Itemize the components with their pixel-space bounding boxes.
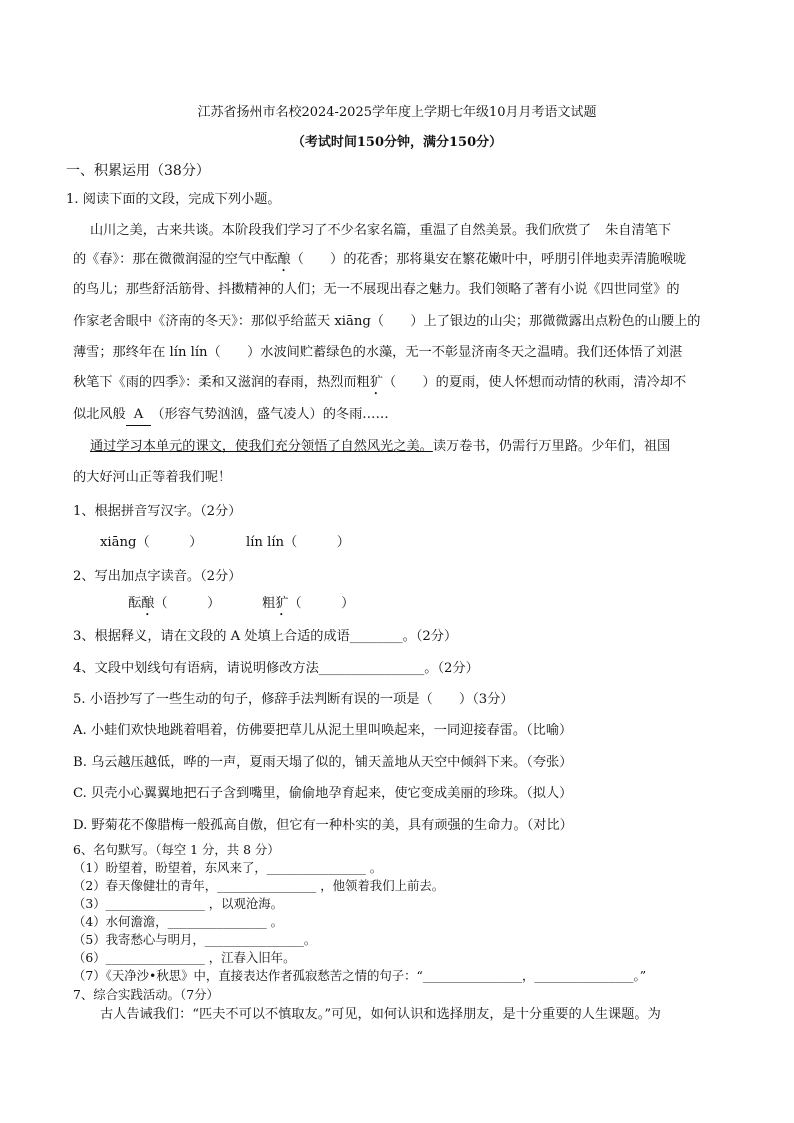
dotted-char: 犷 — [275, 596, 289, 611]
passage-text: 似北风般 — [73, 407, 126, 422]
passage-line-7 — [73, 405, 389, 426]
question-7-text: 古人告诫我们：“匹夫不可以不慎取友。”可见，如何认识和选择朋友，是十分重要的人生课题。为 — [100, 1007, 661, 1022]
question-7: 7、综合实践活动。（7分） — [73, 987, 219, 1002]
passage-line-1 — [90, 221, 671, 241]
option-c: C. 贝壳小心翼翼地把石子含到嘴里，偷偷地孕育起来，使它变成美丽的珍珠。（拟人） — [73, 786, 573, 801]
passage-text: 山川之美，古来共谈。本阶段我们学习了不少名家名篇，重温了自然美景。我们欣赏了 — [90, 223, 592, 238]
answer-paren: （ ） — [288, 596, 355, 611]
passage-blank — [591, 223, 605, 238]
recite-item-3: （3）________________ ，以观沧海。 — [73, 896, 284, 911]
recite-item-5: （5）我寄愁心与明月，________________。 — [73, 932, 317, 947]
sub-question-2: 2、写出加点字读音。（2分） — [73, 569, 242, 584]
reading-item-2 — [262, 594, 354, 619]
passage-line-8 — [90, 437, 670, 457]
exam-title: 江苏省扬州市名校2024-2025学年度上学期七年级10月月考语文试题 — [197, 105, 597, 120]
passage-line-3: 的鸟儿；那些舒活筋骨、抖擞精神的人们；无一不展现出春之魅力。我们领略了著有小说《四世同堂》的 — [73, 282, 680, 297]
pinyin-item-1: xiāng（ ） — [100, 535, 203, 550]
passage-text: （ ）的花香；那将巢安在繁花嫩叶中，呼朋引伴地卖弄清脆喉咙 — [290, 252, 687, 267]
passage-text: （形容气势汹汹，盛气凌人）的冬雨…… — [151, 407, 389, 422]
pinyin-item-2: lín lín（ ） — [246, 535, 350, 550]
passage-text: 读万卷书，仍需行万里路。少年们，祖国 — [432, 439, 671, 454]
answer-paren: （ ） — [154, 596, 221, 611]
passage-line-4: 作家老舍眼中《济南的冬天》：那似乎给蓝天 xiāng（ ）上了银边的山尖；那微微露出点粉色的山腰上的 — [73, 314, 701, 329]
sub-question-1: 1、根据拼音写汉字。（2分） — [73, 504, 242, 519]
dotted-char: 酿 — [141, 596, 155, 611]
reading-item-1 — [128, 594, 220, 619]
char: 粗 — [262, 596, 276, 611]
question-5: 5. 小语抄写了一些生动的句子，修辞手法判断有误的一项是（ ）（3分） — [73, 692, 514, 707]
passage-line-2 — [73, 250, 686, 275]
passage-text: 秋笔下《雨的四季》：柔和又滋润的春雨，热烈而粗 — [73, 375, 370, 390]
option-a: A. 小蛙们欢快地跳着唱着，仿佛要把草儿从泥土里叫唤起来，一同迎接春雷。（比喻） — [73, 723, 573, 738]
passage-text: 朱自清笔下 — [605, 223, 672, 238]
dotted-char: 酿 — [277, 252, 291, 267]
passage-text: （ ）的夏雨，使人怀想而动情的秋雨，清冷却不 — [382, 375, 687, 390]
blank-a: A — [126, 405, 152, 426]
passage-line-9: 的大好河山正等着我们呢！ — [73, 470, 232, 485]
option-d: D. 野菊花不像腊梅一般孤高自傲，但它有一种朴实的美，具有顽强的生命力。（对比） — [73, 818, 573, 833]
recite-item-7: （7）《天净沙•秋思》中，直接表达作者孤寂愁苦之情的句子：“________________，________________。” — [73, 968, 647, 983]
recite-item-4: （4）水何澹澹，________________ 。 — [73, 914, 284, 929]
underlined-sentence: 通过学习本单元的课文，使我们充分领悟了自然风光之美。 — [90, 439, 433, 454]
exam-subtitle: （考试时间150分钟，满分150分） — [291, 135, 503, 150]
char: 酝 — [128, 596, 142, 611]
section-heading: 一、积累运用（38分） — [66, 163, 210, 179]
recite-item-1: （1）盼望着，盼望着，东风来了，________________ 。 — [73, 860, 383, 875]
option-b: B. 乌云越压越低，哗的一声，夏雨天塌了似的，铺天盖地从天空中倾斜下来。（夸张） — [73, 755, 573, 770]
passage-text: 的《春》：那在微微润湿的空气中酝 — [73, 252, 278, 267]
sub-question-3: 3、根据释义，请在文段的 A 处填上合适的成语________。（2分） — [73, 629, 458, 644]
dotted-char: 犷 — [369, 375, 383, 390]
recite-item-6: （6）________________ ，江春入旧年。 — [73, 950, 296, 965]
sub-question-4: 4、文段中划线句有语病，请说明修改方法________________。（2分） — [73, 661, 479, 676]
passage-line-6 — [73, 373, 686, 398]
question-6: 6、名句默写。（每空 1 分，共 8 分） — [73, 842, 280, 857]
recite-item-2: （2）春天像健壮的青年，________________ ，他领着我们上前去。 — [73, 878, 445, 893]
passage-line-5: 薄雪；那终年在 lín lín（ ）水波间贮蓄绿色的水藻，无一不彰显济南冬天之温晴。我们还体悟了刘湛 — [73, 345, 683, 360]
question-1: 1. 阅读下面的文段，完成下列小题。 — [66, 192, 281, 207]
